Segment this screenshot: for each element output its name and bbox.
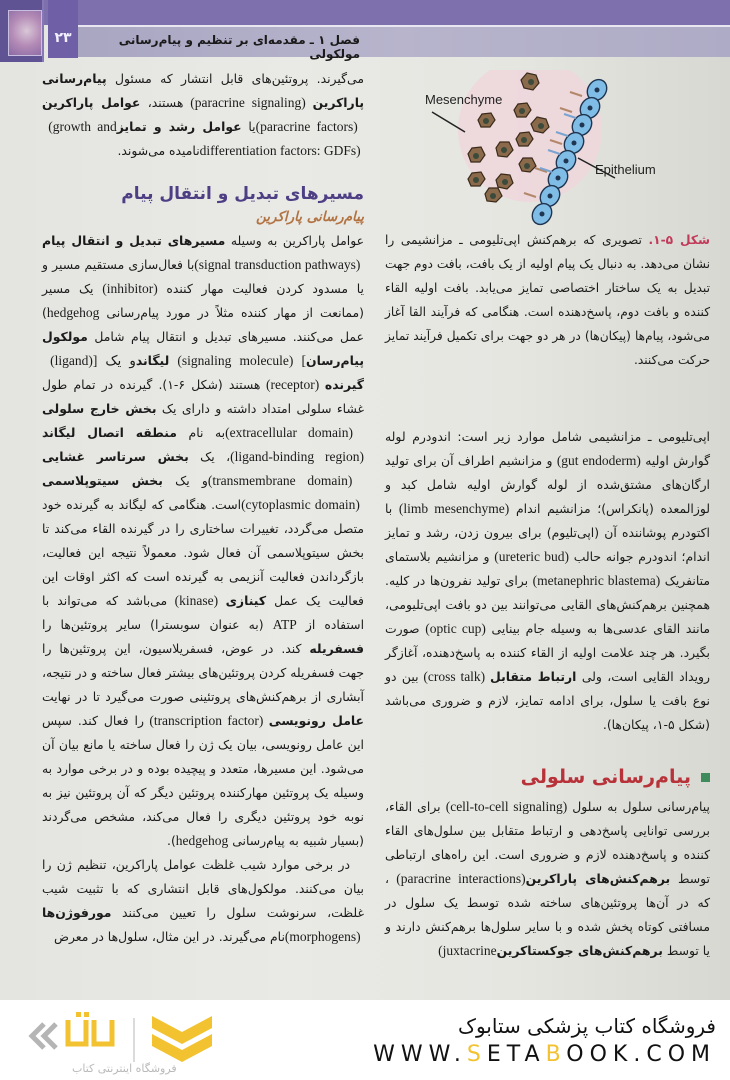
setabook-logo[interactable]: [22, 1010, 262, 1075]
label-mesenchyme: Mesenchyme: [425, 92, 503, 107]
term-en: (metanephric blastema): [532, 573, 661, 588]
term-bold: عوامل رشد و تمایز: [116, 119, 242, 134]
store-name: فروشگاه کتاب پزشکی ستابوک: [458, 1014, 716, 1038]
term-bold: برهم‌کنش‌های پاراکرین: [525, 871, 671, 886]
term-en: ATP: [272, 617, 297, 632]
text: می‌گیرند. پروتئین‌های قابل انتشار که مسئول: [106, 71, 364, 86]
right-column-body-2: [385, 795, 710, 963]
term-en: (transcription factor): [143, 713, 269, 728]
text: و یک: [162, 473, 208, 488]
term-en: (cytoplasmic domain): [241, 497, 365, 512]
term-bold: عامل رونویسی: [268, 713, 364, 728]
section-heading-cell-signaling: [385, 763, 710, 791]
text: و مزانشیم اطراف آن برای تولید ارگان‌های مشتق‌شده از لوله گوارش اولیه شامل کبد و لوزالمعده (پانکراس)؛ مزانشیم اندام: [385, 453, 710, 516]
url-part: WWW.: [373, 1042, 467, 1067]
term-bold: بخش سرتاسر غشایی: [42, 449, 189, 464]
term-en: (signaling molecule) [: [169, 353, 307, 368]
logo-subtitle: فروشگاه اینترنتی کتاب: [72, 1062, 177, 1075]
term-bold: منطقه اتصال لیگاند: [42, 425, 177, 440]
paragraph-morphogens: [42, 853, 364, 949]
text: یا: [241, 119, 256, 134]
store-url-link[interactable]: [373, 1042, 716, 1067]
section-heading-signal-transduction: مسیرهای تبدیل و انتقال پیام: [121, 184, 364, 204]
term-en: (ureteric bud): [494, 549, 569, 564]
text: هستند،: [140, 95, 184, 110]
text: با اکتودرم پوشاننده آن (اپی‌تلیوم) برای بیرون زدن، رشد و تمایز اندام؛ اندودرم جوانه حالب: [385, 501, 710, 564]
right-column-body: [385, 425, 710, 737]
term-en: hedgehog: [46, 305, 100, 320]
chapter-title: فصل ۱ ـ مقدمه‌ای بر تنظیم و پیام‌رسانی مولکولی: [118, 33, 360, 61]
text: عوامل پاراکرین به وسیله: [225, 233, 364, 248]
thumbnail-image: [8, 10, 42, 56]
chapter-thumbnail: [0, 0, 44, 62]
term-en: (growth and differentiation factors: GDFs): [42, 119, 364, 158]
text: ، یک: [188, 449, 231, 464]
text: و مزانشیم بلاستمای متانفریک: [385, 549, 710, 588]
term-bold: ارتباط متقابل: [490, 669, 577, 684]
caption-text: تصویری که برهم‌کنش اپی‌تلیومی ـ مزانشیمی را نشان می‌دهد. به دنبال یک پیام اولیه از یک بافت، بافت دوم جهت تبدیل به یک ساختار اختصاصی تمایز می‌یابد. بافت اولیه القاء کننده و بافت دوم، پاسخ‌دهنده است. هنگامی که فرآیند القا آغاز می‌شود، پیام‌ها (پیکان‌ها) در هر دو جهت برای تکمیل فرآیند تمایز حرکت می‌کنند.: [385, 233, 710, 367]
term-bold: مولکول پیام‌رسان: [42, 329, 365, 368]
term-bold: مورفوژن‌ها: [42, 905, 112, 920]
sub-heading-paracrine: پیام‌رسانی پاراکرین: [255, 209, 364, 225]
term-en: (paracrine interactions): [389, 871, 526, 886]
term-en: (ligand-binding region): [230, 449, 364, 464]
text: اپی‌تلیومی ـ مزانشیمی شامل موارد زیر است: اندودرم لوله گوارش اولیه: [385, 429, 710, 468]
term-bold: مسیرهای تبدیل و انتقال پیام: [42, 233, 226, 248]
term-en: (ligand)] و یک: [42, 353, 136, 368]
term-en: (cross talk): [418, 669, 491, 684]
paragraph-interactions: [385, 425, 710, 737]
page-number: ۲۳: [54, 30, 72, 46]
paragraph-signal-transduction: [42, 229, 364, 853]
term-en: (juxtacrine: [434, 943, 497, 958]
text: پیام‌رسانی سلول به سلول: [567, 799, 710, 814]
text: (به عنوان سوبسترا) سایر پروتئین‌ها را: [42, 617, 273, 632]
intro-paragraph: [42, 67, 364, 163]
text: برای تولید نفرون‌ها در کلیه. همچنین برهم‌کنش‌های القایی می‌توانند بین دو بافت اپی‌تلیومی، مانند القای عدسی‌ها به وسیله جام بینایی: [385, 573, 711, 636]
term-bold: کینازی: [225, 593, 267, 608]
url-part: OOK.COM: [566, 1042, 716, 1067]
text: یک مسیر (ممانعت از مهار کننده مثلاً در مورد پیام‌رسانی: [42, 281, 364, 320]
figure-number: شکل ۵-۱.: [648, 233, 710, 247]
text: ) عمل می‌کنند. مسیرهای تبدیل و انتقال پیام شامل: [42, 305, 364, 344]
term-en: (gut endoderm): [556, 453, 641, 468]
store-banner: [0, 1000, 730, 1080]
paragraph-cell-signaling: [385, 795, 710, 963]
text: است. هنگامی که لیگاند به گیرنده خود متصل می‌گردد، تغییرات ساختاری را در گیرنده القاء می‌کند تا بخش سیتوپلاسمی آن فعال شود. معمولاً نتیجه این فعالیت، بازگرداندن فعالیت آنزیمی به گیرنده است که اکثر اوقات این فعالیت یک عمل: [42, 497, 364, 608]
text: صورت بگیرد. هر چند علامت اولیه از القاء کننده به پاسخ‌دهنده، آغازگر رویداد القایی است، ولی: [385, 621, 711, 684]
text: هستند (شکل ۶-۱). گیرنده در تمام طول غشاء سلولی امتداد داشته و دارای یک: [42, 377, 364, 416]
term-bold: گیرنده: [324, 377, 364, 392]
text: ، که در آن‌ها پروتئین‌های ساخته شده توسط یک سلول در مسافتی کوتاه پخش شده و با سایر سلول‌ها برهم‌کنش دارند و یا توسط: [385, 871, 710, 958]
term-bold: لیگاند: [135, 353, 170, 368]
term-bold: برهم‌کنش‌های جوکستاکرین: [496, 943, 663, 958]
label-epithelium: Epithelium: [595, 162, 656, 177]
term-en: (signal transduction pathways): [194, 257, 364, 272]
text: بین دو نوع بافت یا سلول، برای ادامه تمایز، لازم و ضروری می‌باشد (شکل ۵-۱، پیکان‌ها).: [385, 669, 710, 732]
url-part-highlight: S: [466, 1042, 487, 1067]
term-en: (kinase): [167, 593, 226, 608]
term-en: (limb mesenchyme): [398, 501, 510, 516]
text: را فعال کند. سپس این عامل رونویسی، بیان یک ژن را فعال ساخته یا مانع بیان آن می‌شود. این مسیرها، متعدد و پیچیده بوده و در برخی موارد به وسیله یک پروتئین مهارکننده پروتئین دیگر که آن پروتئین نیز به نوبه خود پروتئین دیگری را فعال می‌کند، مشخص می‌گردند (بسیار شبیه به پیام‌رسانی: [42, 713, 364, 848]
text: نامیده می‌شوند.: [117, 143, 200, 158]
term-en: hedgehog: [175, 833, 229, 848]
text: در برخی موارد شیب غلظت عوامل پاراکرین، تنظیم ژن را بیان می‌کنند. مولکول‌های قابل انتشاری که با تثبیت شیب غلظت، سرنوشت سلول را تعیین می‌کنند: [42, 857, 364, 920]
left-column: [42, 67, 364, 949]
url-part: ETA: [486, 1042, 546, 1067]
term-bold: فسفریله: [309, 641, 364, 656]
text: با فعال‌سازی مستقیم مسیر و یا مسدود کردن فعالیت مهار کننده: [42, 257, 364, 296]
term-en: (extracellular domain): [225, 425, 364, 440]
figure-epithelial-mesenchymal: [410, 70, 710, 230]
term-en: (transmembrane domain): [207, 473, 364, 488]
term-en: (optic cup): [425, 621, 486, 636]
term-en: (inhibitor): [102, 281, 158, 296]
term-en: (cell-to-cell signaling): [445, 799, 568, 814]
text: به نام: [176, 425, 226, 440]
text: می‌باشد که می‌تواند با استفاده از: [42, 593, 365, 632]
section-heading-text: پیام‌رسانی سلولی: [520, 766, 691, 788]
term-en: (paracrine signaling): [183, 95, 313, 110]
term-bold: عوامل پاراکرین: [42, 95, 141, 110]
text: نام می‌گیرند. در این مثال، سلول‌ها در معرض: [53, 929, 285, 944]
square-bullet-icon: [701, 773, 710, 782]
text: ).: [167, 833, 176, 848]
text: کند. در عوض، فسفریلاسیون، این پروتئین‌ها را جهت فسفریله کردن پروتئین‌های بیشتر فعال ساخته و در نتیجه، آبشاری از برهم‌کنش‌های پروتئینی صورت می‌گیرد تا در نهایت: [42, 641, 364, 704]
term-bold: بخش خارج سلولی: [42, 401, 157, 416]
term-bold: پیام‌رسانی پاراکرین: [42, 71, 364, 110]
figure-caption: [385, 228, 710, 372]
term-en: (receptor): [260, 377, 325, 392]
term-en: (paracrine factors): [255, 119, 365, 134]
header-band: [0, 0, 730, 25]
page-number-block: [48, 0, 78, 58]
term-bold: بخش سیتوپلاسمی: [42, 473, 163, 488]
url-part-highlight: B: [545, 1042, 567, 1067]
text: برای القاء، بررسی توانایی پاسخ‌دهی و ارتباط متقابل بین سلول‌های القاء کننده و پاسخ‌دهنده لازم و ضروری است. این راه‌های ارتباطی توسط: [385, 799, 710, 886]
term-en: (morphogens): [284, 929, 364, 944]
